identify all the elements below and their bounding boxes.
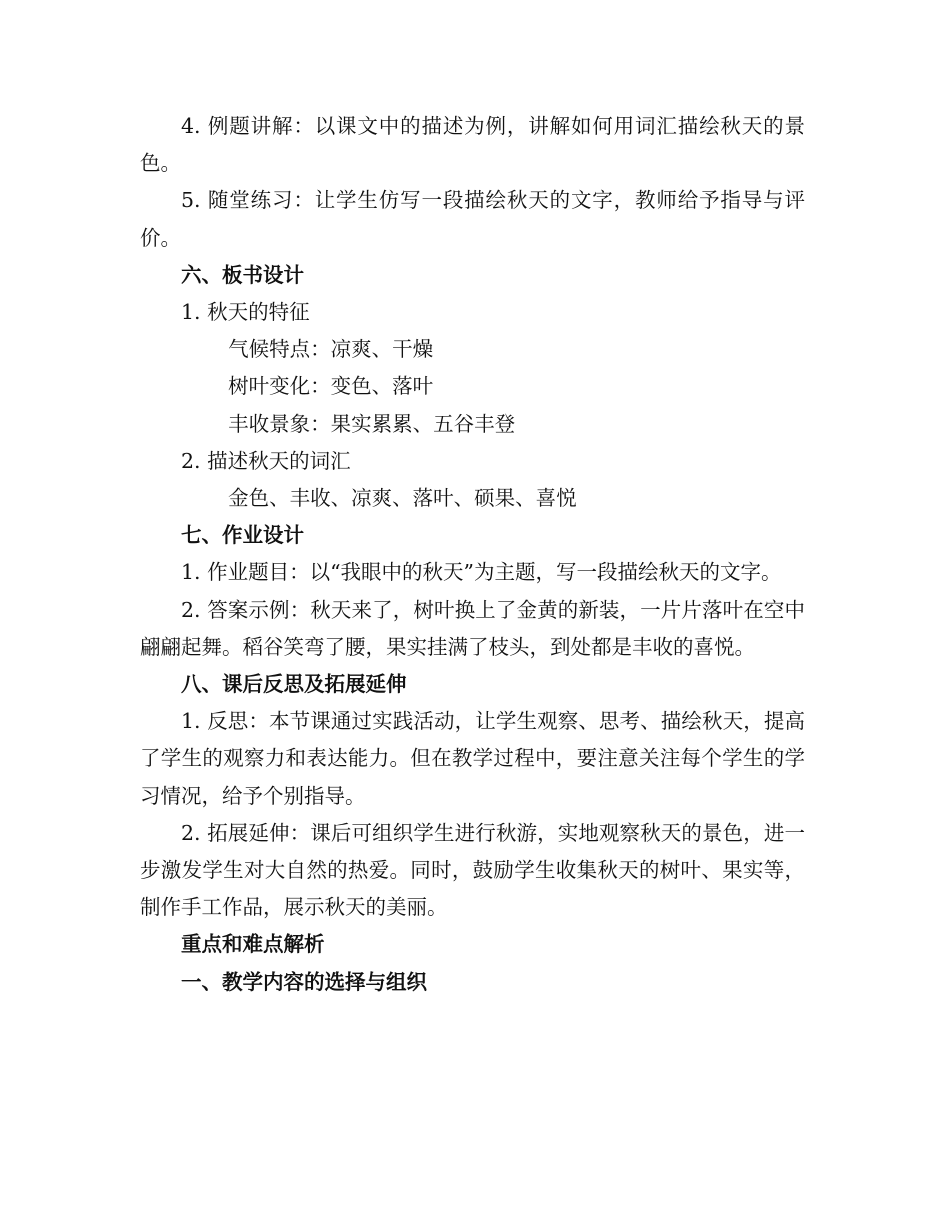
section-heading-homework: 七、作业设计 (181, 523, 304, 548)
section-heading-content-selection: 一、教学内容的选择与组织 (181, 969, 427, 994)
section-heading-reflection: 八、课后反思及拓展延伸 (181, 672, 407, 697)
document-body (140, 108, 805, 1001)
sub-item-leaves: 树叶变化：变色、落叶 (228, 374, 434, 399)
paragraph-classroom-practice: 5. 随堂练习：让学生仿写一段描绘秋天的文字，教师给予指导与评价。 (140, 188, 805, 250)
paragraph-reflection: 1. 反思：本节课通过实践活动，让学生观察、思考、描绘秋天，提高了学生的观察力和表达能力。但在教学过程中，要注意关注每个学生的学习情况，给予个别指导。 (140, 709, 805, 808)
section-heading-key-points: 重点和难点解析 (181, 932, 325, 957)
list-item-autumn-features: 1. 秋天的特征 (181, 300, 310, 325)
sub-item-harvest: 丰收景象：果实累累、五谷丰登 (228, 411, 516, 436)
section-heading-board-design: 六、板书设计 (181, 262, 304, 287)
sub-item-climate: 气候特点：凉爽、干燥 (228, 337, 434, 362)
paragraph-extension: 2. 拓展延伸：课后可组织学生进行秋游，实地观察秋天的景色，进一步激发学生对大自然的热爱。同时，鼓励学生收集秋天的树叶、果实等，制作手工作品，展示秋天的美丽。 (140, 820, 805, 920)
list-item-autumn-vocabulary: 2. 描述秋天的词汇 (181, 448, 351, 473)
paragraph-answer-example: 2. 答案示例：秋天来了，树叶换上了金黄的新装，一片片落叶在空中翩翩起舞。稻谷笑弯了腰，果实挂满了枝头，到处都是丰收的喜悦。 (140, 597, 805, 659)
paragraph-homework-topic: 1. 作业题目：以“我眼中的秋天”为主题，写一段描绘秋天的文字。 (181, 560, 782, 585)
paragraph-example-explanation: 4. 例题讲解：以课文中的描述为例，讲解如何用词汇描绘秋天的景色。 (140, 114, 805, 176)
sub-item-vocabulary-words: 金色、丰收、凉爽、落叶、硕果、喜悦 (228, 486, 577, 511)
